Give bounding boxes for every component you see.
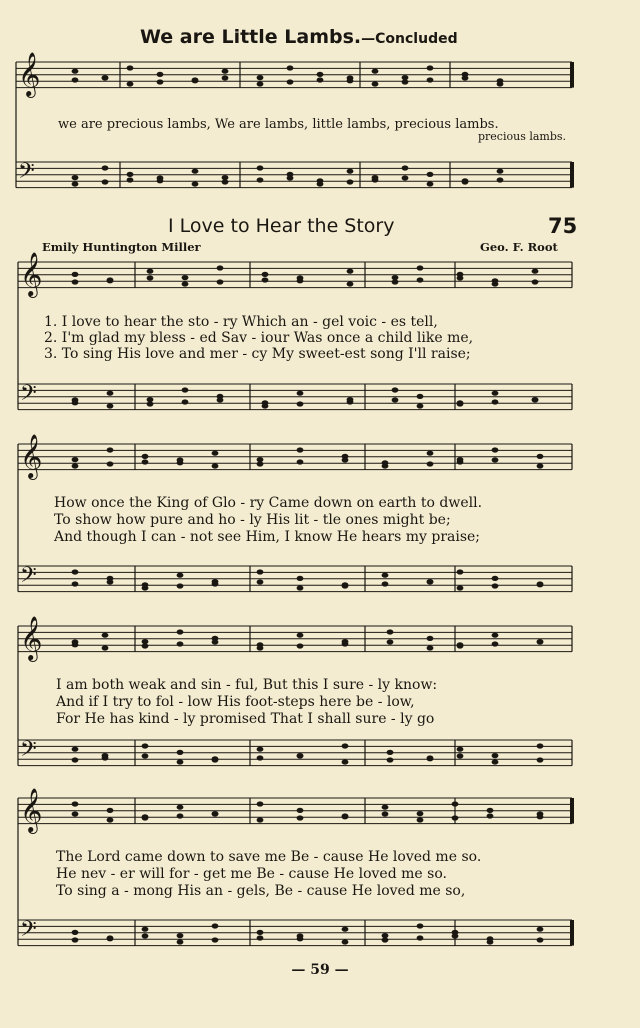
system-3-treble-note: [427, 645, 434, 650]
system-4-bass-note: [487, 939, 494, 944]
lyric-s4-v3: To sing a - mong His an - gels, Be - cause He loved me so,: [56, 883, 466, 899]
system-4-treble-note: [257, 801, 264, 806]
system-3-treble-clef: 𝄞: [20, 616, 43, 660]
system-2-bass-note: [257, 579, 264, 584]
prev-system-treble-note: [157, 72, 164, 77]
system-2-treble-note: [72, 457, 79, 462]
system-2-treble-note: [537, 463, 544, 468]
system-1-treble-note: [532, 269, 539, 274]
system-4-treble-note: [72, 811, 79, 816]
prev-system-treble-note: [102, 75, 109, 80]
system-4-treble-note: [452, 815, 459, 820]
system-3-treble-note: [212, 639, 219, 644]
system-1-bass-note: [492, 391, 499, 396]
system-4-bass-note: [382, 937, 389, 942]
system-2-treble-note: [537, 454, 544, 459]
system-2-bass-note: [177, 583, 184, 588]
system-1-treble-note: [107, 277, 114, 282]
prev-system-treble-note: [127, 65, 134, 70]
system-1-treble-note: [347, 269, 354, 274]
prev-system-bass-note: [102, 179, 109, 184]
previous-hymn-title: We are Little Lambs.—Concluded: [140, 26, 458, 48]
prev-system-treble-note: [257, 81, 264, 86]
system-3-treble-note: [177, 629, 184, 634]
system-4-treble-note: [537, 811, 544, 816]
prev-system-bass-note: [72, 175, 79, 180]
system-2-treble-note: [212, 451, 219, 456]
system-3-bass-clef: 𝄢: [20, 737, 37, 767]
system-2-bass-note: [212, 581, 219, 586]
system-1-treble-note: [417, 265, 424, 270]
prev-system-bass-note: [427, 181, 434, 186]
system-1-bass-note: [532, 397, 539, 402]
system-3-treble-note: [72, 639, 79, 644]
system-1-treble-note: [217, 265, 224, 270]
system-2-treble-note: [342, 457, 349, 462]
prev-system-treble-clef: 𝄞: [18, 52, 41, 96]
prev-system-bass-note: [157, 175, 164, 180]
system-4-bass-note: [297, 933, 304, 938]
lyric-s2-v3: And though I can - not see Him, I know He hears my praise;: [54, 529, 481, 545]
system-4-bass-note: [257, 935, 264, 940]
prev-system-treble-note: [287, 65, 294, 70]
system-3-treble-note: [427, 636, 434, 641]
prev-system-bass-note: [127, 172, 134, 177]
system-2-treble-note: [297, 459, 304, 464]
system-4-bass-note: [142, 933, 149, 938]
system-4-treble-note: [382, 805, 389, 810]
system-2-treble-note: [427, 461, 434, 466]
system-4-bass-note: [142, 927, 149, 932]
system-1-bass-clef: 𝄢: [20, 381, 37, 411]
system-3-bass-note: [297, 753, 304, 758]
system-3-bass-note: [72, 747, 79, 752]
prev-system-treble-note: [127, 81, 134, 86]
hymn-composer: Geo. F. Root: [480, 240, 558, 254]
system-2-treble-note: [297, 447, 304, 452]
prev-system-bass-note: [222, 179, 229, 184]
system-2-treble-note: [492, 447, 499, 452]
system-2-bass-note: [72, 569, 79, 574]
system-4-treble-note: [487, 808, 494, 813]
system-4-treble-note: [452, 801, 459, 806]
system-4-treble-note: [297, 808, 304, 813]
lyric-s3-v3: For He has kind - ly promised That I shall sure - ly go: [56, 711, 435, 727]
system-1-bass-note: [347, 399, 354, 404]
prev-system-bass-note: [497, 177, 504, 182]
previous-hymn-echo: precious lambs.: [478, 130, 567, 143]
system-4-treble-note: [177, 813, 184, 818]
system-4-treble-note: [257, 817, 264, 822]
system-2-treble-note: [427, 451, 434, 456]
prev-system-treble-note: [157, 79, 164, 84]
system-3-treble-note: [102, 633, 109, 638]
prev-system-treble-note: [222, 69, 229, 74]
system-4-treble-clef: 𝄞: [20, 788, 43, 832]
system-3-bass-note: [342, 759, 349, 764]
system-3-treble-note: [297, 633, 304, 638]
system-4-treble-note: [417, 811, 424, 816]
prev-system-treble-note: [222, 75, 229, 80]
system-3-bass-note: [537, 743, 544, 748]
system-2-treble-note: [457, 459, 464, 464]
prev-system-bass-note: [402, 165, 409, 170]
system-1-bass-note: [107, 391, 114, 396]
lyric-s1-v3: 3. To sing His love and mer - cy My sweet-est song I'll raise;: [44, 346, 471, 362]
system-4-treble-note: [342, 813, 349, 818]
prev-system-treble-note: [497, 81, 504, 86]
system-1-treble-note: [147, 275, 154, 280]
prev-system-bass-note: [72, 181, 79, 186]
system-1-treble-note: [297, 275, 304, 280]
system-1-treble-note: [72, 272, 79, 277]
prev-system-bass-note: [462, 179, 469, 184]
hymn-title: I Love to Hear the Story: [168, 215, 395, 237]
prev-system-treble-note: [317, 77, 324, 82]
prev-system-bass-note: [192, 181, 199, 186]
lyric-s2-v1: How once the King of Glo - ry Came down on earth to dwell.: [54, 495, 483, 511]
prev-system-bass-note: [102, 165, 109, 170]
system-4-bass-note: [72, 937, 79, 942]
system-1-bass-note: [72, 397, 79, 402]
prev-system-treble-note: [462, 75, 469, 80]
system-1-bass-note: [182, 387, 189, 392]
system-4-bass-note: [212, 923, 219, 928]
system-3-bass-note: [537, 757, 544, 762]
system-3-treble-note: [537, 639, 544, 644]
system-1-bass-note: [457, 401, 464, 406]
prev-system-treble-note: [427, 77, 434, 82]
system-2-bass-note: [457, 585, 464, 590]
system-3-bass-note: [142, 743, 149, 748]
system-2-bass-note: [177, 573, 184, 578]
system-1-treble-note: [457, 275, 464, 280]
page-number: — 59 —: [291, 962, 349, 978]
system-4-treble-note: [212, 811, 219, 816]
prev-system-treble-note: [192, 77, 199, 82]
system-2-bass-note: [492, 583, 499, 588]
system-2-treble-note: [257, 461, 264, 466]
system-4-bass-note: [342, 939, 349, 944]
system-1-bass-note: [492, 399, 499, 404]
prev-system-bass-note: [372, 177, 379, 182]
system-3-treble-note: [342, 641, 349, 646]
lyric-s2-v2: To show how pure and ho - ly His lit - tle ones might be;: [54, 512, 451, 528]
system-4-bass-clef: 𝄢: [20, 917, 37, 947]
system-4-bass-note: [537, 937, 544, 942]
system-2-treble-note: [142, 459, 149, 464]
previous-hymn-subtitle: —Concluded: [361, 31, 458, 47]
prev-system-treble-note: [72, 69, 79, 74]
system-2-treble-note: [492, 457, 499, 462]
prev-system-bass-note: [347, 179, 354, 184]
system-4-treble-note: [142, 815, 149, 820]
prev-system-treble-note: [372, 81, 379, 86]
system-1-treble-note: [182, 281, 189, 286]
system-1-treble-clef: 𝄞: [20, 252, 43, 296]
lyric-s4-v1: The Lord came down to save me Be - cause He loved me so.: [56, 849, 482, 865]
system-4-treble-note: [107, 817, 114, 822]
system-2-bass-note: [457, 569, 464, 574]
prev-system-bass-note: [347, 169, 354, 174]
prev-system-bass-note: [402, 175, 409, 180]
system-1-treble-note: [392, 279, 399, 284]
prev-system-bass-note: [257, 165, 264, 170]
system-1-bass-note: [392, 397, 399, 402]
lyric-s4-v2: He nev - er will for - get me Be - cause He loved me so.: [56, 866, 447, 882]
prev-system-treble-note: [427, 65, 434, 70]
system-1-treble-note: [262, 272, 269, 277]
system-1-treble-note: [72, 279, 79, 284]
prev-system-bass-note: [317, 181, 324, 186]
system-3-treble-note: [257, 645, 264, 650]
system-4-treble-note: [177, 805, 184, 810]
system-3-treble-note: [492, 633, 499, 638]
system-1-bass-note: [217, 397, 224, 402]
system-3-bass-note: [102, 755, 109, 760]
system-4-treble-note: [107, 808, 114, 813]
system-3-treble-note: [297, 643, 304, 648]
system-3-treble-note: [102, 645, 109, 650]
system-1-treble-note: [532, 279, 539, 284]
lyric-s3-v1: I am both weak and sin - ful, But this I sure - ly know:: [56, 677, 438, 693]
system-3-bass-note: [387, 750, 394, 755]
system-4-treble-note: [72, 801, 79, 806]
system-2-bass-note: [297, 585, 304, 590]
system-2-bass-clef: 𝄢: [20, 563, 37, 593]
system-4-bass-note: [177, 939, 184, 944]
system-1-treble-note: [182, 275, 189, 280]
system-1-bass-note: [147, 401, 154, 406]
system-3-treble-note: [177, 641, 184, 646]
system-4-bass-note: [177, 933, 184, 938]
system-2-bass-note: [297, 576, 304, 581]
system-4-bass-note: [212, 937, 219, 942]
system-4-bass-note: [342, 927, 349, 932]
system-3-bass-note: [257, 747, 264, 752]
system-2-treble-clef: 𝄞: [20, 434, 43, 478]
system-2-treble-note: [107, 461, 114, 466]
system-3-bass-note: [427, 755, 434, 760]
system-2-bass-note: [342, 583, 349, 588]
system-4-treble-note: [487, 813, 494, 818]
system-2-bass-note: [427, 579, 434, 584]
system-4-treble-note: [297, 815, 304, 820]
system-3-treble-note: [457, 643, 464, 648]
system-2-bass-note: [107, 579, 114, 584]
system-3-bass-note: [492, 759, 499, 764]
system-4-bass-note: [257, 930, 264, 935]
prev-system-bass-note: [127, 177, 134, 182]
prev-system-treble-note: [372, 69, 379, 74]
system-2-treble-note: [142, 454, 149, 459]
prev-system-treble-note: [72, 77, 79, 82]
system-3-treble-note: [387, 639, 394, 644]
prev-system-treble-note: [402, 79, 409, 84]
system-2-treble-note: [177, 457, 184, 462]
system-3-bass-note: [177, 759, 184, 764]
system-2-bass-note: [537, 581, 544, 586]
system-3-bass-note: [457, 753, 464, 758]
system-4-bass-note: [417, 935, 424, 940]
system-1-bass-note: [417, 403, 424, 408]
system-1-treble-note: [492, 281, 499, 286]
system-1-bass-note: [182, 399, 189, 404]
system-4-bass-note: [417, 923, 424, 928]
system-4-bass-note: [72, 930, 79, 935]
system-3-bass-note: [72, 757, 79, 762]
system-1-treble-note: [147, 269, 154, 274]
system-1-treble-note: [417, 277, 424, 282]
prev-system-bass-note: [257, 177, 264, 182]
prev-system-treble-note: [317, 72, 324, 77]
system-3-treble-note: [492, 641, 499, 646]
lyric-s1-v1: 1. I love to hear the sto - ry Which an - gel voic - es tell,: [44, 314, 438, 330]
system-1-bass-note: [262, 403, 269, 408]
system-1-treble-note: [262, 277, 269, 282]
system-4-bass-note: [537, 927, 544, 932]
system-3-bass-note: [257, 755, 264, 760]
system-2-bass-note: [257, 569, 264, 574]
system-4-treble-note: [382, 811, 389, 816]
prev-system-bass-clef: 𝄢: [18, 159, 35, 189]
prev-system-bass-note: [192, 169, 199, 174]
system-1-bass-note: [417, 394, 424, 399]
system-2-bass-note: [72, 581, 79, 586]
system-3-bass-note: [457, 747, 464, 752]
system-1-bass-note: [107, 403, 114, 408]
prev-system-treble-note: [257, 75, 264, 80]
system-2-treble-note: [107, 447, 114, 452]
system-3-bass-note: [387, 757, 394, 762]
system-2-bass-note: [492, 576, 499, 581]
system-1-treble-note: [217, 279, 224, 284]
prev-system-bass-note: [427, 172, 434, 177]
system-2-bass-note: [382, 573, 389, 578]
system-3-treble-note: [387, 629, 394, 634]
hymn-number: 75: [548, 214, 578, 238]
system-1-bass-note: [297, 401, 304, 406]
system-4-bass-note: [452, 933, 459, 938]
prev-system-bass-note: [497, 169, 504, 174]
system-4-bass-note: [107, 935, 114, 940]
hymn-author: Emily Huntington Miller: [42, 240, 201, 254]
system-2-treble-note: [212, 463, 219, 468]
system-1-bass-note: [392, 387, 399, 392]
lyric-s1-v2: 2. I'm glad my bless - ed Sav - iour Was once a child like me,: [44, 330, 474, 346]
system-3-bass-note: [177, 750, 184, 755]
system-3-bass-note: [142, 753, 149, 758]
system-1-bass-note: [297, 391, 304, 396]
system-2-treble-note: [72, 463, 79, 468]
prev-system-treble-note: [347, 75, 354, 80]
system-2-bass-note: [382, 581, 389, 586]
system-3-treble-note: [142, 643, 149, 648]
prev-system-treble-note: [287, 79, 294, 84]
lyric-s3-v2: And if I try to fol - low His foot-steps here be - low,: [56, 694, 415, 710]
system-3-bass-note: [342, 743, 349, 748]
prev-system-bass-note: [287, 175, 294, 180]
system-3-bass-note: [212, 757, 219, 762]
system-1-treble-note: [347, 281, 354, 286]
system-4-treble-note: [417, 817, 424, 822]
system-2-bass-note: [142, 585, 149, 590]
previous-hymn-lyric: we are precious lambs, We are lambs, little lambs, precious lambs.: [58, 117, 499, 132]
system-3-bass-note: [492, 753, 499, 758]
system-2-treble-note: [382, 463, 389, 468]
